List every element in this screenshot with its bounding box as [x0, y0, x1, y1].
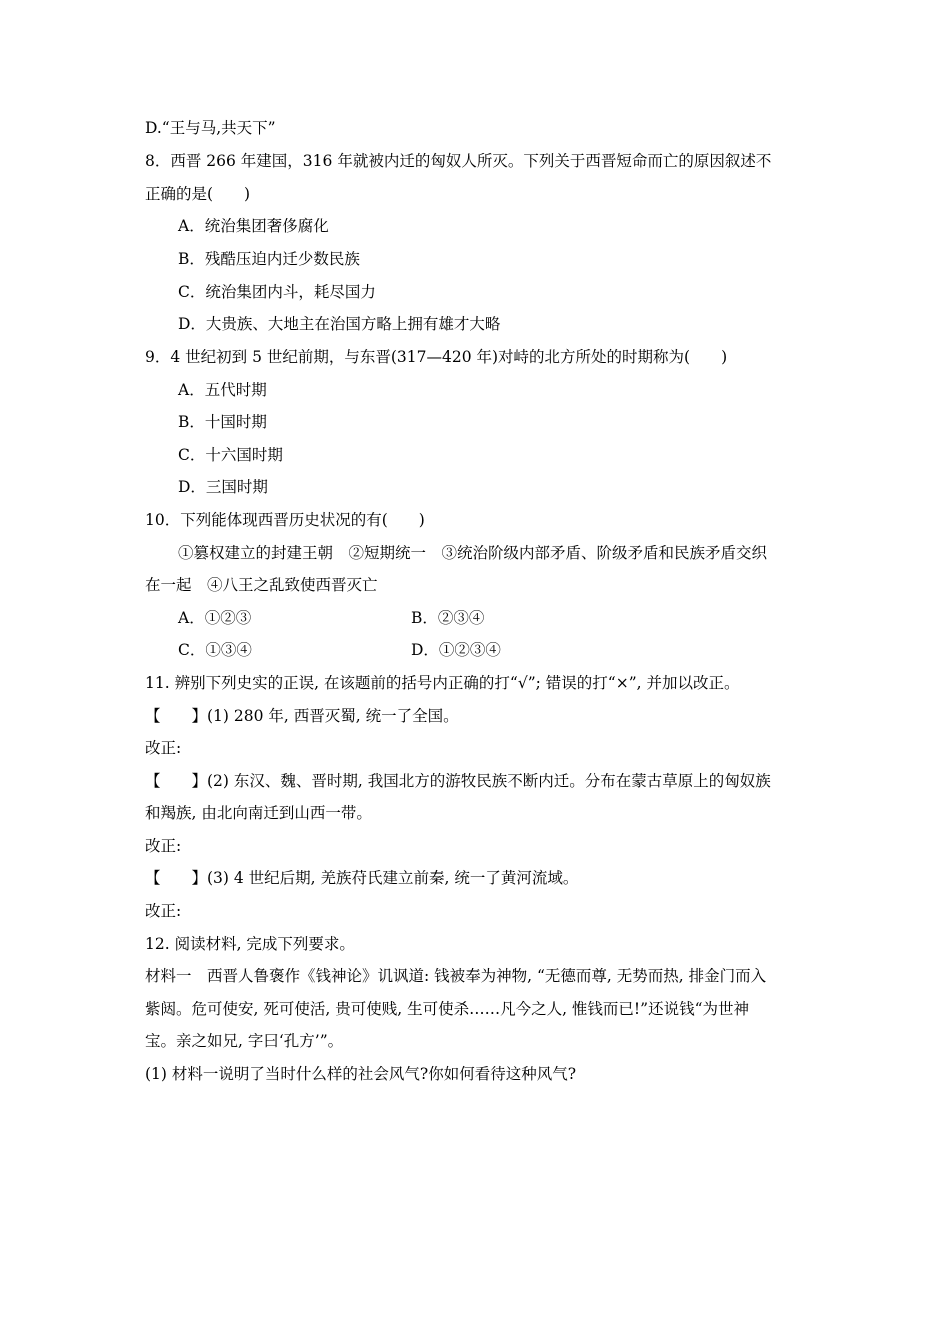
q9-option-a: A．五代时期	[178, 381, 267, 399]
question-10-stem: 10．下列能体现西晋历史状况的有( )	[145, 511, 425, 529]
question-9-stem: 9．4 世纪初到 5 世纪前期，与东晋(317—420 年)对峙的北方所处的时期称为( )	[145, 348, 728, 366]
material-1-cont-2: 宝。亲之如兄, 字曰‘孔方’”。	[145, 1032, 344, 1050]
question-12-stem: 12. 阅读材料, 完成下列要求。	[145, 935, 355, 953]
q9-option-d: D．三国时期	[178, 478, 268, 496]
q10-statements: ①篡权建立的封建王朝 ②短期统一 ③统治阶级内部矛盾、阶级矛盾和民族矛盾交织	[178, 544, 768, 562]
q11-correction-1: 改正:	[145, 739, 182, 757]
option-d-q7: D.“王与马,共天下”	[145, 119, 276, 137]
q12-sub-1: (1) 材料一说明了当时什么样的社会风气?你如何看待这种风气?	[145, 1065, 577, 1083]
q10-statements-cont: 在一起 ④八王之乱致使西晋灭亡	[145, 576, 378, 594]
q10-options-row-2	[178, 640, 843, 660]
q8-option-d: D．大贵族、大地主在治国方略上拥有雄才大略	[178, 315, 501, 333]
q10-option-d: D．①②③④	[411, 641, 501, 659]
q9-option-b: B．十国时期	[178, 413, 267, 431]
q9-option-c: C．十六国时期	[178, 446, 283, 464]
q11-correction-3: 改正:	[145, 902, 182, 920]
q11-item-1: 【 】(1) 280 年, 西晋灭蜀, 统一了全国。	[145, 707, 459, 725]
q10-option-b: B．②③④	[411, 609, 485, 627]
q10-options-row-1	[178, 608, 843, 628]
material-1: 材料一 西晋人鲁褒作《钱神论》讥讽道: 钱被奉为神物, “无德而尊, 无势而热, 排金门而入	[145, 967, 767, 985]
q10-option-c: C．①③④	[178, 641, 252, 659]
q11-item-3: 【 】(3) 4 世纪后期, 羌族苻氏建立前秦, 统一了黄河流域。	[145, 869, 579, 887]
q11-correction-2: 改正:	[145, 837, 182, 855]
q8-option-c: C．统治集团内斗，耗尽国力	[178, 283, 376, 301]
q10-option-a: A．①②③	[178, 609, 252, 627]
question-11-stem: 11. 辨别下列史实的正误, 在该题前的括号内正确的打“√”; 错误的打“×”, 并加以改正。	[145, 674, 740, 692]
question-8-stem-cont: 正确的是( )	[145, 185, 251, 203]
q11-item-2-cont: 和羯族, 由北向南迁到山西一带。	[145, 804, 372, 822]
q11-item-2: 【 】(2) 东汉、魏、晋时期, 我国北方的游牧民族不断内迁。分布在蒙古草原上的匈奴族	[145, 772, 771, 790]
q8-option-a: A．统治集团奢侈腐化	[178, 217, 329, 235]
material-1-cont-1: 紫闼。危可使安, 死可使活, 贵可使贱, 生可使杀……凡今之人, 惟钱而已!”还说钱“为世神	[145, 1000, 749, 1018]
question-8-stem: 8．西晋 266 年建国，316 年就被内迁的匈奴人所灭。下列关于西晋短命而亡的原因叙述不	[145, 152, 772, 170]
q8-option-b: B．残酷压迫内迁少数民族	[178, 250, 360, 268]
